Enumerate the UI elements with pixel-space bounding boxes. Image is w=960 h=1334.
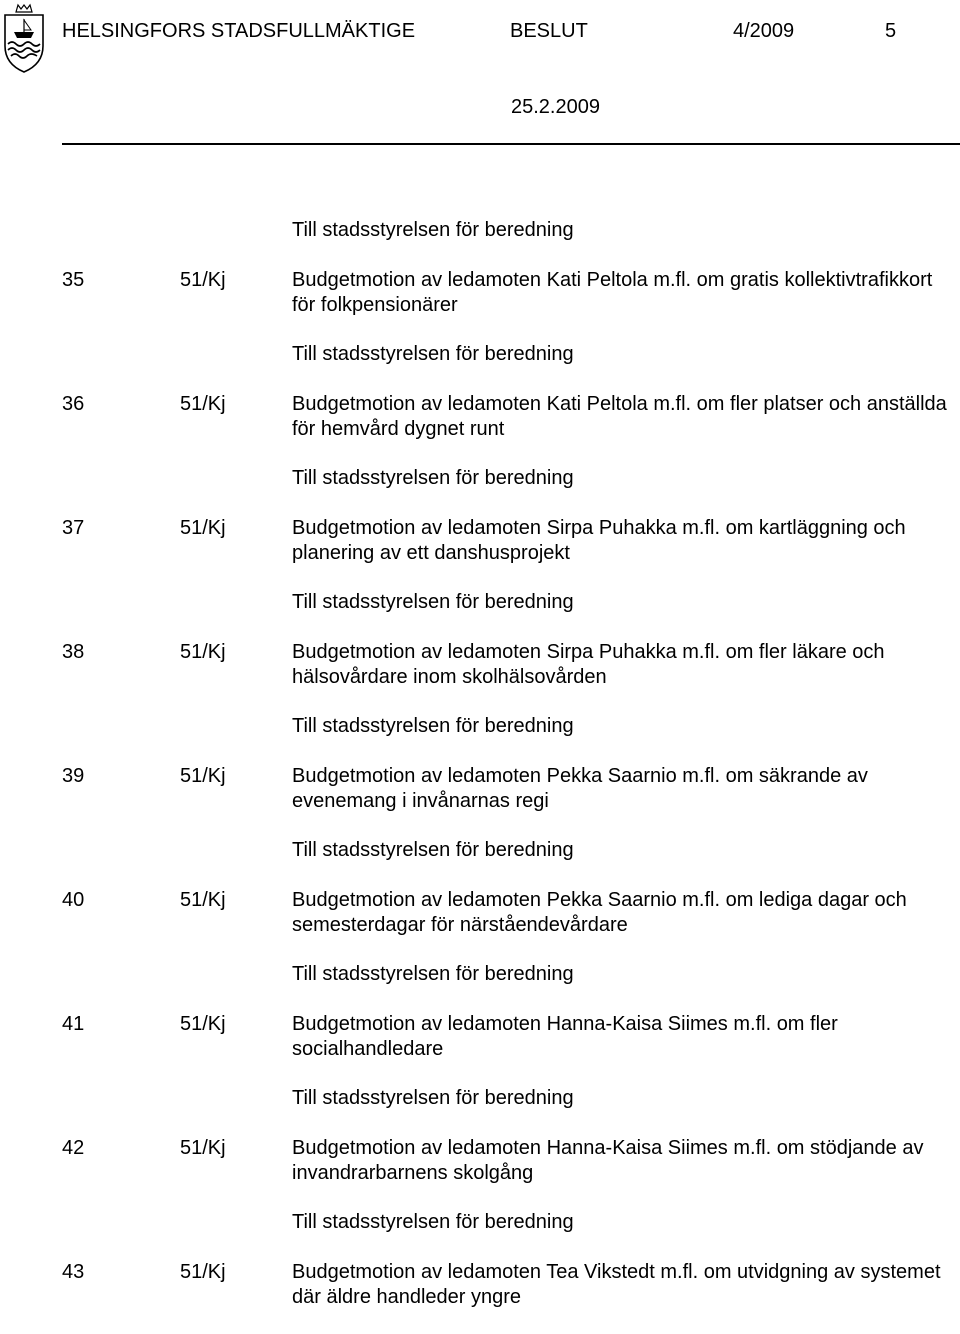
item-number: 40 [62, 889, 85, 911]
item-reference: 51/Kj [180, 1137, 226, 1159]
referral-note: Till stadsstyrelsen för beredning [292, 591, 574, 613]
item-reference: 51/Kj [180, 517, 226, 539]
referral-note: Till stadsstyrelsen för beredning [292, 715, 574, 737]
item-subject: Budgetmotion av ledamoten Sirpa Puhakka m.fl. om kartläggning och planering av ett danshusprojekt [292, 517, 906, 564]
item-number: 41 [62, 1013, 85, 1035]
list-item [0, 1086, 960, 1210]
item-reference: 51/Kj [180, 1261, 226, 1283]
list-item [0, 342, 960, 466]
item-reference: 51/Kj [180, 269, 226, 291]
header-document-type: BESLUT [510, 20, 588, 42]
item-reference: 51/Kj [180, 1013, 226, 1035]
list-item [0, 466, 960, 590]
item-reference: 51/Kj [180, 889, 226, 911]
referral-note: Till stadsstyrelsen för beredning [292, 219, 574, 241]
referral-note: Till stadsstyrelsen för beredning [292, 1211, 574, 1233]
item-subject: Budgetmotion av ledamoten Tea Vikstedt m.fl. om utvidgning av systemet där äldre handleder yngre [292, 1261, 941, 1308]
item-reference: 51/Kj [180, 765, 226, 787]
item-number: 38 [62, 641, 85, 663]
referral-note: Till stadsstyrelsen för beredning [292, 467, 574, 489]
decision-list [0, 218, 960, 1334]
referral-note: Till stadsstyrelsen för beredning [292, 963, 574, 985]
item-number: 37 [62, 517, 85, 539]
header-organization: HELSINGFORS STADSFULLMÄKTIGE [62, 20, 416, 42]
item-subject: Budgetmotion av ledamoten Pekka Saarnio m.fl. om säkrande av evenemang i invånarnas regi [292, 765, 868, 812]
list-item [0, 590, 960, 714]
list-item [0, 714, 960, 838]
item-subject: Budgetmotion av ledamoten Kati Peltola m.fl. om gratis kollektivtrafikkort för folkpensionärer [292, 269, 933, 316]
item-reference: 51/Kj [180, 641, 226, 663]
list-item [0, 962, 960, 1086]
header-date: 25.2.2009 [511, 96, 600, 118]
item-reference: 51/Kj [180, 393, 226, 415]
referral-note: Till stadsstyrelsen för beredning [292, 1087, 574, 1109]
item-number: 42 [62, 1137, 85, 1159]
item-number: 35 [62, 269, 85, 291]
list-item [0, 218, 960, 342]
item-number: 39 [62, 765, 85, 787]
list-item [0, 1210, 960, 1334]
item-subject: Budgetmotion av ledamoten Pekka Saarnio m.fl. om lediga dagar och semesterdagar för närståendevårdare [292, 889, 907, 936]
item-subject: Budgetmotion av ledamoten Kati Peltola m.fl. om fler platser och anställda för hemvård dygnet runt [292, 393, 947, 440]
header-page-number: 5 [885, 20, 897, 42]
header-issue-number: 4/2009 [733, 20, 795, 42]
item-number: 36 [62, 393, 85, 415]
list-item [0, 838, 960, 962]
item-subject: Budgetmotion av ledamoten Hanna-Kaisa Siimes m.fl. om stödjande av invandrarbarnens skolgång [292, 1137, 924, 1184]
referral-note: Till stadsstyrelsen för beredning [292, 839, 574, 861]
header-divider [62, 143, 960, 145]
item-subject: Budgetmotion av ledamoten Hanna-Kaisa Siimes m.fl. om fler socialhandledare [292, 1013, 838, 1060]
item-number: 43 [62, 1261, 85, 1283]
referral-note: Till stadsstyrelsen för beredning [292, 343, 574, 365]
item-subject: Budgetmotion av ledamoten Sirpa Puhakka m.fl. om fler läkare och hälsovårdare inom skolhälsovården [292, 641, 885, 688]
helsinki-coat-of-arms-logo [2, 2, 46, 74]
